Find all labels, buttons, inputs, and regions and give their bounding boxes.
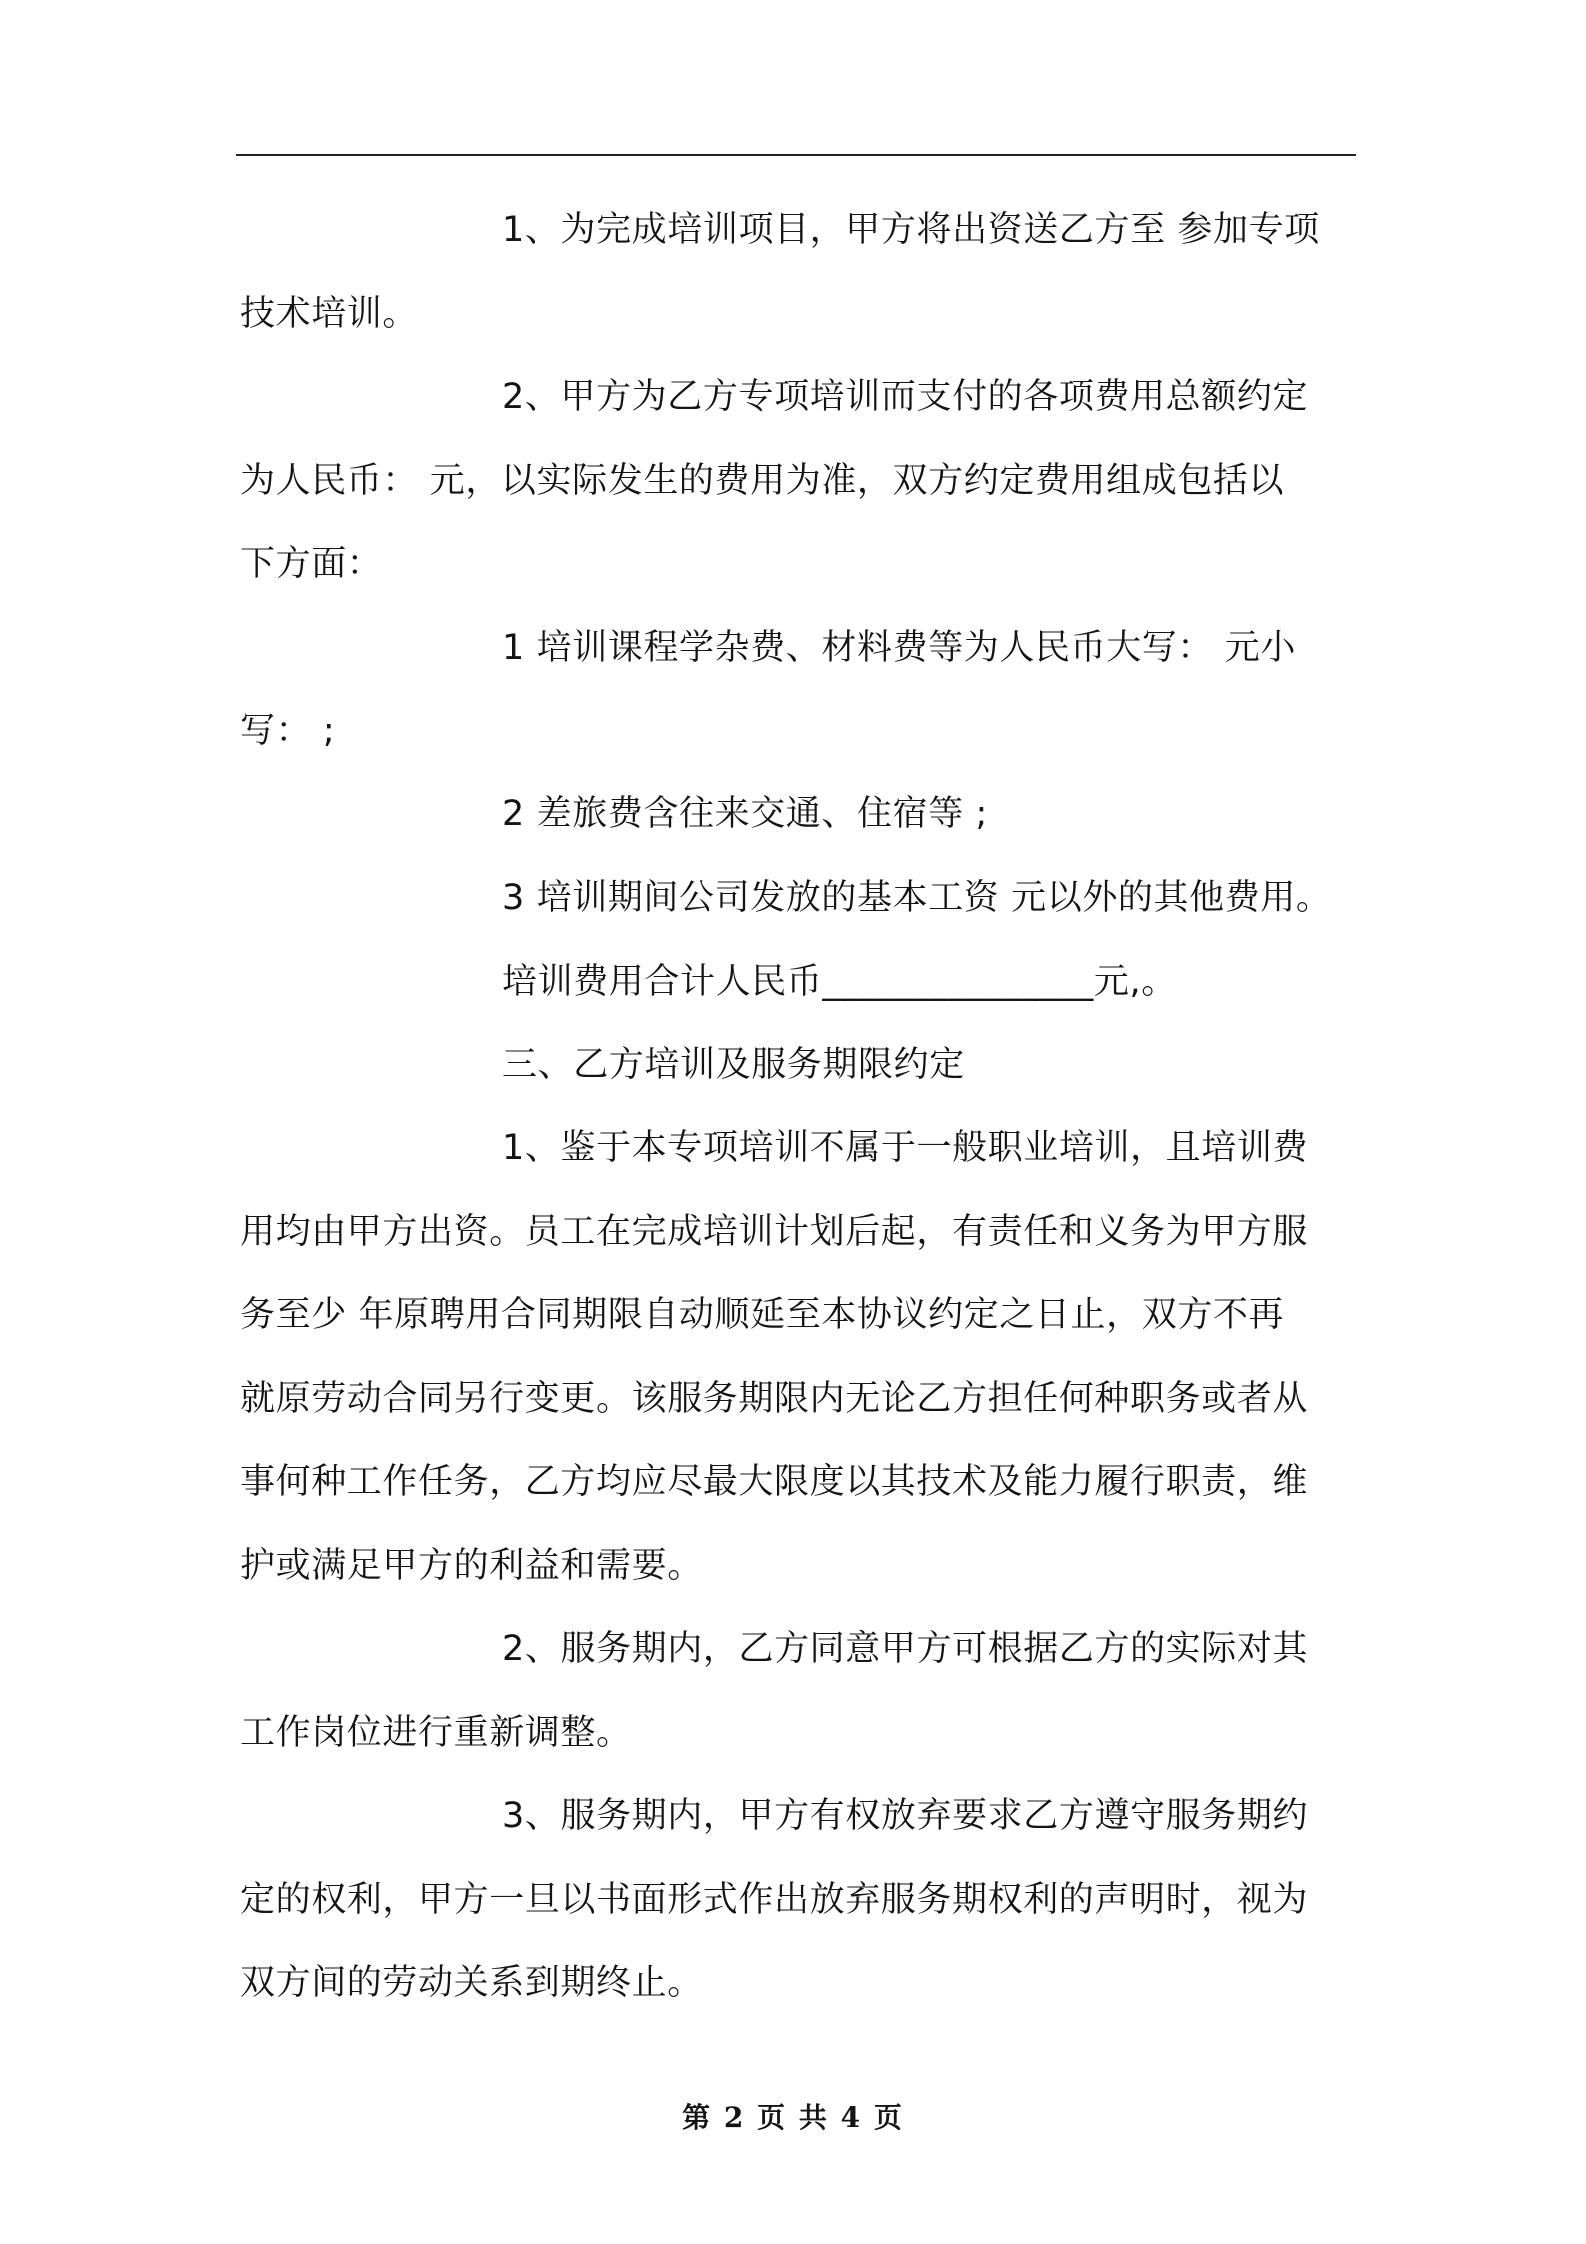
text-line: 就原劳动合同另行变更。该服务期限内无论乙方担任何种职务或者从 <box>240 1379 1309 1419</box>
page-number: 第 2 页 共 4 页 <box>682 2101 904 2134</box>
text-line: 工作岗位进行重新调整。 <box>240 1713 632 1753</box>
text-line: 2、服务期内，乙方同意甲方可根据乙方的实际对其 <box>502 1629 1309 1669</box>
text-line: 用均由甲方出资。员工在完成培训计划后起，有责任和义务为甲方服 <box>240 1212 1309 1252</box>
text-line: 为人民币： 元，以实际发生的费用为准，双方约定费用组成包括以 <box>240 461 1285 501</box>
text-line: 3 培训期间公司发放的基本工资 元以外的其他费用。 <box>502 878 1332 918</box>
text-line: 定的权利，甲方一旦以书面形式作出放弃服务期权利的声明时，视为 <box>240 1880 1309 1920</box>
text-line: 技术培训。 <box>240 294 419 334</box>
text-line: 1、鉴于本专项培训不属于一般职业培训，且培训费 <box>502 1128 1309 1168</box>
text-line: 下方面： <box>240 544 383 584</box>
header-divider <box>236 154 1356 156</box>
text-line: 写： ; <box>240 711 336 751</box>
text-line: 2 差旅费含往来交通、住宿等 ; <box>502 794 988 834</box>
text-line: 事何种工作任务，乙方均应尽最大限度以其技术及能力履行职责，维 <box>240 1462 1309 1502</box>
text-line: 3、服务期内，甲方有权放弃要求乙方遵守服务期约 <box>502 1796 1309 1836</box>
text-line: 护或满足甲方的利益和需要。 <box>240 1546 703 1586</box>
text-line: 务至少 年原聘用合同期限自动顺延至本协议约定之日止，双方不再 <box>240 1295 1285 1335</box>
text-line: 2、甲方为乙方专项培训而支付的各项费用总额约定 <box>502 377 1309 417</box>
section-heading: 三、乙方培训及服务期限约定 <box>502 1045 965 1085</box>
text-line: 1、为完成培训项目，甲方将出资送乙方至 参加专项 <box>502 210 1320 250</box>
text-line: 1 培训课程学杂费、材料费等为人民币大写： 元小 <box>502 628 1296 668</box>
text-line: 双方间的劳动关系到期终止。 <box>240 1963 703 2003</box>
text-line: 培训费用合计人民币_______________元,。 <box>502 962 1177 1002</box>
